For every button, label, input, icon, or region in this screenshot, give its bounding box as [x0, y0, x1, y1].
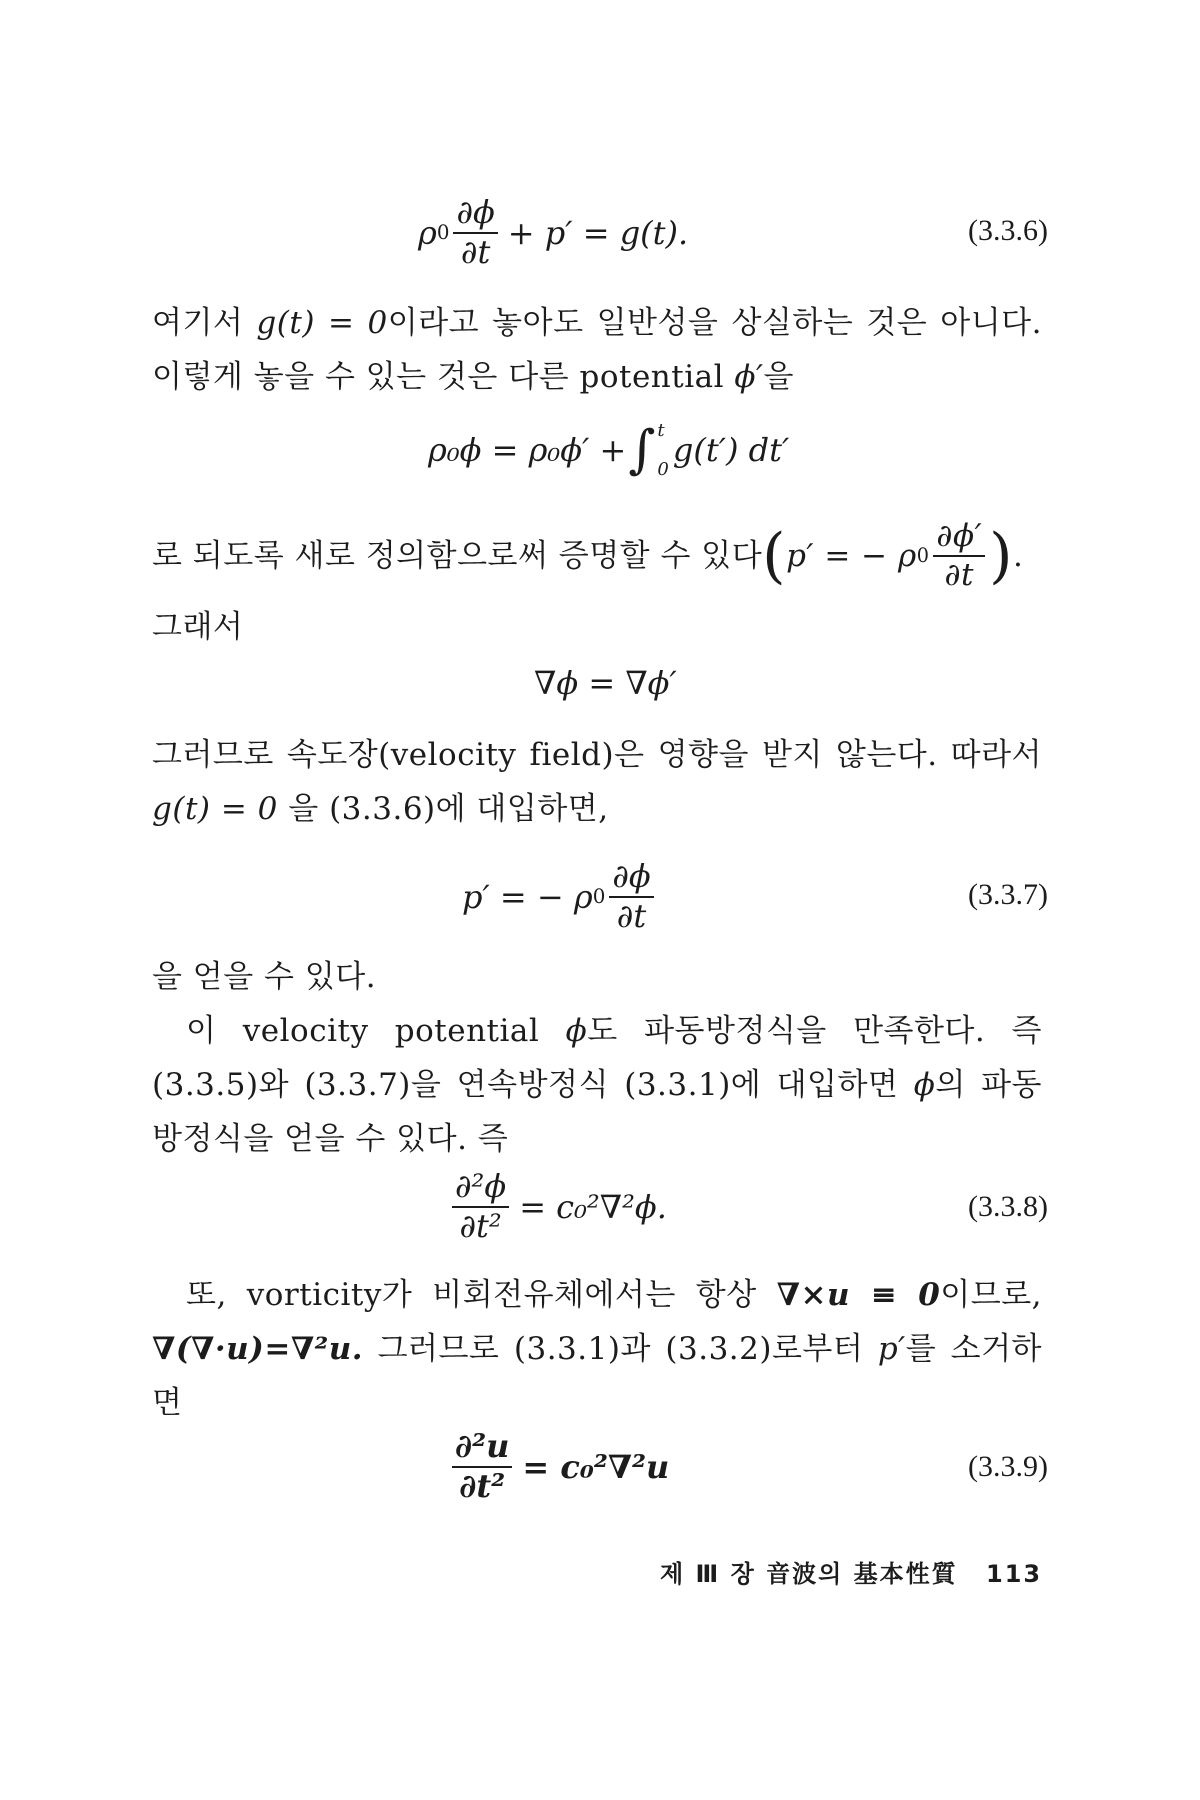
inline-math: ∇(∇·u)=∇²u. — [152, 1331, 364, 1367]
eq-denominator: ∂t² — [459, 1466, 506, 1505]
page-footer — [660, 1554, 1042, 1589]
paragraph: 그래서 — [152, 609, 244, 645]
paragraph — [152, 520, 1042, 591]
equation-number: (3.3.8) — [968, 1190, 1048, 1223]
eq-rest: = c₀²∇²u — [522, 1447, 670, 1486]
equation-gradient — [534, 664, 677, 702]
inline-math: ∇×u ≡ 0 — [776, 1277, 941, 1313]
chapter-title: 제 Ⅲ 장 音波의 基本性質 — [660, 1560, 958, 1588]
equation-3-3-6 — [418, 193, 689, 271]
equation-3-3-9 — [448, 1427, 670, 1505]
text: 를 소거하면 — [152, 1331, 1042, 1421]
inline-math: g(t) = 0 — [152, 791, 278, 827]
paren-close: ) — [989, 520, 1014, 591]
eq-numerator: ∂ϕ — [609, 860, 653, 898]
text: 이 velocity potential — [186, 1013, 566, 1049]
text: 의 파동방정식을 얻을 수 있다. 즉 — [152, 1067, 1042, 1157]
equation-number: (3.3.7) — [968, 878, 1048, 911]
eq-lhs: p′ = − ρ — [462, 877, 593, 916]
paren-open: ( — [762, 520, 787, 591]
paragraph — [152, 296, 1042, 404]
eq-rest: = c₀²∇²ϕ. — [519, 1187, 667, 1226]
eq-subscript: 0 — [916, 543, 930, 567]
inline-math: ϕ — [565, 1013, 588, 1049]
text: 을 (3.3.6)에 대입하면, — [288, 791, 609, 827]
equation-3-3-8 — [448, 1167, 667, 1245]
eq-fraction — [609, 857, 653, 935]
eq-numerator: ∂²ϕ — [452, 1170, 509, 1208]
eq-numerator: ∂²u — [452, 1430, 512, 1468]
text: 또, vorticity가 비회전유체에서는 항상 — [186, 1277, 777, 1313]
inline-math: g(t) = 0 — [256, 305, 388, 341]
paragraph — [152, 728, 1042, 836]
eq-fraction — [452, 1167, 509, 1245]
inline-math: ϕ — [913, 1067, 936, 1103]
inline-math: p′ — [877, 1331, 906, 1367]
text: 그러므로 (3.3.1)과 (3.3.2)로부터 — [363, 1331, 878, 1367]
eq-rest: g(t′) dt′ — [672, 431, 790, 469]
eq-numerator: ∂ϕ′ — [933, 520, 985, 557]
eq-denominator: ∂t — [616, 896, 647, 935]
eq-text: ∇ϕ = ∇ϕ′ — [534, 664, 677, 702]
equation-integral — [428, 420, 789, 480]
paragraph — [152, 1268, 1042, 1430]
period: . — [1013, 537, 1024, 574]
eq-lhs: ρ₀ϕ = ρ₀ϕ′ + — [428, 431, 627, 469]
text: 로 되도록 새로 정의함으로써 증명할 수 있다 — [152, 537, 763, 574]
eq-denominator: ∂t — [460, 232, 491, 271]
integral-limits — [657, 420, 668, 480]
page-number: 113 — [986, 1560, 1043, 1588]
paragraph: 을 얻을 수 있다. — [152, 959, 377, 995]
equation-number: (3.3.6) — [968, 214, 1048, 247]
eq-rho: ρ — [418, 213, 437, 252]
eq-rest: + p′ = g(t). — [507, 213, 689, 252]
eq-numerator: ∂ϕ — [453, 196, 497, 234]
equation-number: (3.3.9) — [968, 1450, 1048, 1483]
eq-fraction — [933, 520, 985, 591]
text: 이므로, — [940, 1277, 1042, 1313]
integral-sign: ∫ — [628, 420, 656, 480]
text: 여기서 — [152, 305, 257, 341]
eq-subscript: 0 — [592, 885, 606, 909]
eq-fraction — [453, 193, 497, 271]
inline-math: p′ = − ρ — [786, 537, 917, 574]
eq-fraction — [452, 1427, 512, 1505]
eq-denominator: ∂t — [944, 556, 975, 593]
text: 이라고 놓아도 일반성을 상실하는 것은 아니다. 이렇게 놓을 수 있는 것은 다른 potential — [152, 305, 1042, 395]
paragraph — [152, 1004, 1042, 1166]
equation-3-3-7 — [462, 857, 658, 935]
integral-upper: t — [657, 420, 665, 441]
inline-math: ϕ′ — [734, 359, 764, 395]
text: 그러므로 속도장(velocity field)은 영향을 받지 않는다. 따라서 — [152, 737, 1042, 773]
eq-subscript: 0 — [436, 221, 450, 245]
text: 을 — [763, 359, 794, 395]
integral-lower: 0 — [657, 459, 669, 480]
text: 도 파동방정식을 만족한다. 즉 (3.3.5)와 (3.3.7)을 연속방정식 (3.3.1)에 대입하면 — [152, 1013, 1042, 1103]
eq-denominator: ∂t² — [459, 1206, 502, 1245]
